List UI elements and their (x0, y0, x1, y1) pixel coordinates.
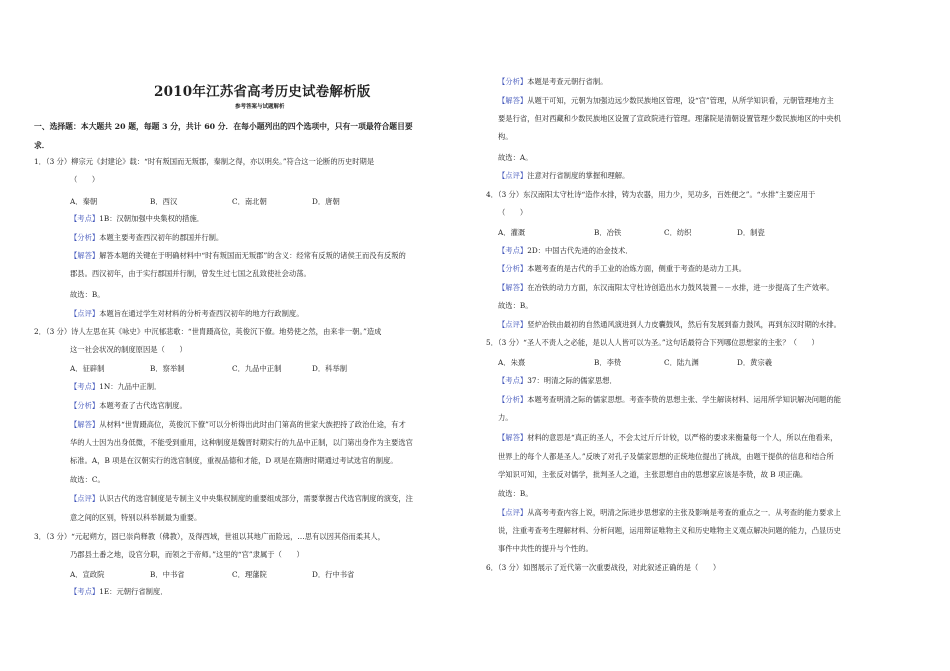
q1-dianping (70, 309, 304, 319)
q2-jieda-text: 从材料“世胄蹑高位，英俊沉下僚”可以分析得出此时由门第高的世家大族把持了政治仕途，有才 (99, 420, 406, 429)
q2-fenxi-text: 本题考查了古代选官制度。 (99, 401, 187, 410)
q4-fenxi-text: 本题考查的是古代的手工业的冶炼方面，侧重于考查的是动力工具。 (527, 264, 747, 273)
jieda-tag: 【解答】 (498, 283, 528, 292)
q5-jieda-cont2: 学知识可知，主张反对儒学，批判圣人之道，主张思想自由的思想家应该是李贽，故 B 项正确。 (498, 470, 808, 479)
page-subtitle: 参考答案与试题解析 (235, 104, 285, 110)
q1-option-c: C．南北朝 (232, 197, 267, 206)
q5-fenxi (498, 395, 841, 405)
fenxi-tag: 【分析】 (498, 395, 528, 404)
q2-dianping-text: 认识古代的选官制度是专制主义中央集权制度的重要组成部分，需要掌握古代选官制度的演变，注 (99, 494, 413, 503)
q3-option-d: D．行中书省 (312, 570, 355, 579)
q5-answer: 故选：B。 (498, 489, 533, 498)
q5-kaodian (498, 376, 617, 386)
q3-jieda-cont1: 要是行省，但对西藏和少数民族地区设置了宣政院进行管理。理藩院是清朝设置管理少数民族地区的中央机 (498, 114, 841, 123)
q5-stem: 5．（3 分）“圣人不责人之必能，是以人人皆可以为圣。”这句话最符合下列哪位思想家的主张？（ ） (486, 338, 819, 347)
q3-kaodian (70, 587, 168, 597)
q1-kaodian (70, 214, 204, 224)
kaodian-tag: 【考点】 (70, 382, 100, 391)
q1-dianping-text: 本题旨在通过学生对材料的分析考查西汉初年的地方行政制度。 (99, 309, 304, 318)
q4-answer: 故选：B。 (498, 301, 533, 310)
jieda-tag: 【解答】 (70, 251, 100, 260)
q2-jieda-cont2: 标准。A，B 项是在汉朝实行的选官制度，重视品德和才能，D 项是在隋唐时期通过考试选官的制度。 (70, 456, 398, 465)
q3-option-c: C．理藩院 (232, 570, 267, 579)
q4-dianping (498, 320, 841, 330)
q2-fenxi (70, 401, 187, 411)
q3-kaodian-text: 1E：元朝行省制度． (99, 587, 168, 596)
q2-option-b: B．察举制 (150, 364, 185, 373)
dianping-tag: 【点评】 (498, 508, 528, 517)
page-title: 2010年江苏省高考历史试卷解析版 (154, 84, 371, 100)
q5-jieda-text: 材料的意思是“真正的圣人，不会太过斤斤计较，以严格的要求来衡量每一个人，所以在他看来， (527, 433, 838, 442)
q3-dianping-text: 注意对行省制度的掌握和理解。 (527, 171, 630, 180)
q1-answer: 故选：B。 (70, 290, 105, 299)
q2-dianping-cont: 意之间的区别，特别以科举制最为重要。 (70, 513, 202, 522)
q5-jieda (498, 433, 837, 443)
q1-option-a: A．秦朝 (70, 197, 98, 206)
q4-stem-cont: （ ） (498, 208, 528, 217)
q3-jieda-cont2: 构。 (498, 132, 513, 141)
fenxi-tag: 【分析】 (498, 77, 528, 86)
q3-fenxi-text: 本题是考查元朝行省制。 (527, 77, 608, 86)
q2-option-d: D．科举制 (312, 364, 348, 373)
q3-answer: 故选：A。 (498, 153, 533, 162)
q2-option-a: A．征辟制 (70, 364, 105, 373)
q1-fenxi (70, 233, 223, 243)
dianping-tag: 【点评】 (498, 171, 528, 180)
q1-option-b: B．西汉 (150, 197, 178, 206)
q3-stem-cont: 乃郡县土番之地，设官分职，而领之于帝师。”这里的“官”隶属于（ ） (70, 550, 304, 559)
jieda-tag: 【解答】 (70, 420, 100, 429)
q4-jieda-text: 在冶铁的动力方面，东汉南阳太守杜诗创造出水力鼓风装置－－水排，进一步提高了生产效率。 (527, 283, 834, 292)
q5-option-a: A．朱熹 (498, 358, 526, 367)
dianping-tag: 【点评】 (70, 494, 100, 503)
q5-dianping-cont1: 说，注重考查考生理解材料、分析问题，运用辩证唯物主义和历史唯物主义观点解决问题的能力，凸显历史 (498, 526, 841, 535)
q1-stem-cont: （ ） (70, 175, 100, 184)
q3-jieda (498, 96, 834, 106)
q2-dianping (70, 494, 413, 504)
q4-option-a: A．灌溉 (498, 228, 526, 237)
q5-option-c: C．陆九渊 (664, 358, 699, 367)
q3-dianping (498, 171, 629, 181)
q5-dianping-text: 从高考考查内容上说，明清之际进步思想家的主张及影响是考查的重点之一．从考查的能力要求上 (527, 508, 841, 517)
q5-dianping (498, 508, 841, 518)
q4-option-c: C．纺织 (664, 228, 692, 237)
section-heading: 一、选择题：本大题共 20 题，每题 3 分，共计 60 分．在每小题列出的四个选项中，只有一项最符合题目要 (34, 122, 413, 131)
kaodian-tag: 【考点】 (498, 246, 528, 255)
q1-option-d: D．唐朝 (312, 197, 340, 206)
q1-jieda-cont: 郡县。西汉初年，由于实行郡国并行制，曾发生过七国之乱致使社会动荡。 (70, 269, 311, 278)
q1-jieda-text: 解答本题的关键在于明确材料中“时有叛国而无叛郡”的含义：经常有反叛的诸侯王而没有反叛的 (99, 251, 406, 260)
q5-dianping-cont2: 事件中共性的提升与个性的。 (498, 544, 593, 553)
q2-kaodian-text: 1N：九品中正制． (99, 382, 162, 391)
q2-answer: 故选：C。 (70, 475, 105, 484)
q1-kaodian-text: 1B：汉朝加强中央集权的措施． (99, 214, 205, 223)
fenxi-tag: 【分析】 (70, 233, 100, 242)
q5-option-d: D．黄宗羲 (737, 358, 773, 367)
q2-kaodian (70, 382, 161, 392)
q2-jieda (70, 420, 406, 430)
q3-jieda-text: 从题干可知，元朝为加强边远少数民族地区管理，设“官”管理，从所学知识看，元朝管理地方主 (527, 96, 834, 105)
jieda-tag: 【解答】 (498, 96, 528, 105)
q4-stem: 4．（3 分）东汉南阳太守杜诗“造作水排，铸为农器，用力少，见功多，百姓便之”。“水排”主要应用于 (486, 190, 816, 199)
fenxi-tag: 【分析】 (70, 401, 100, 410)
q4-kaodian (498, 246, 633, 256)
dianping-tag: 【点评】 (70, 309, 100, 318)
q4-kaodian-text: 2D：中国古代先进的冶金技术． (527, 246, 633, 255)
q4-dianping-text: 竖炉冶铁由最初的自然通风演进到人力皮囊鼓风，然后有发展到畜力鼓风，再到东汉时期的水排。 (527, 320, 841, 329)
q3-fenxi (498, 77, 607, 87)
q1-jieda (70, 251, 406, 261)
q4-option-d: D．制瓷 (737, 228, 765, 237)
kaodian-tag: 【考点】 (70, 214, 100, 223)
q1-fenxi-text: 本题主要考查西汉初年的郡国并行制。 (99, 233, 224, 242)
section-heading-cont: 求． (34, 141, 50, 150)
dianping-tag: 【点评】 (498, 320, 528, 329)
q5-fenxi-text: 本题考查明清之际的儒家思想。考查李贽的思想主张、学生解读材料、运用所学知识解决问题的能 (527, 395, 841, 404)
kaodian-tag: 【考点】 (70, 587, 100, 596)
fenxi-tag: 【分析】 (498, 264, 528, 273)
q5-jieda-cont1: 世界上的每个人都是圣人。”反映了对孔子及儒家思想的正统地位提出了挑战，由题干提供的信息和结合所 (498, 452, 834, 461)
kaodian-tag: 【考点】 (498, 376, 528, 385)
q3-option-b: B．中书省 (150, 570, 185, 579)
q4-jieda (498, 283, 834, 293)
q2-jieda-cont1: 华的人士因为出身低微，不能受到重用，这种制度是魏晋时期实行的九品中正制，以门第出身作为主要选官 (70, 438, 413, 447)
q6-stem: 6．（3 分）如图展示了近代第一次重要战役，对此叙述正确的是（ ） (486, 563, 721, 572)
q4-option-b: B．冶铁 (594, 228, 622, 237)
q3-stem: 3．（3 分）“元起朔方，固已崇尚释教（佛教），及得西域，世祖以其地广而险远，…思有以因其俗而柔其人， (34, 532, 385, 541)
q1-stem: 1．（3 分）柳宗元《封建论》载：“时有叛国而无叛郡，秦制之得，亦以明矣。”符合这一论断的历史时期是 (34, 157, 375, 166)
q4-fenxi (498, 264, 746, 274)
q5-kaodian-text: 37：明清之际的儒家思想． (527, 376, 617, 385)
q5-fenxi-cont: 力。 (498, 413, 513, 422)
q3-option-a: A．宣政院 (70, 570, 105, 579)
q2-stem: 2．（3 分）诗人左思在其《咏史》中沉郁悲歌：“世胄蹑高位，英俊沉下僚。地势使之然，由来非一朝。”造成 (34, 327, 382, 336)
q2-option-c: C．九品中正制 (232, 364, 282, 373)
q5-option-b: B．李贽 (594, 358, 622, 367)
q2-stem-cont: 这一社会状况的制度原因是（ ） (70, 345, 187, 354)
jieda-tag: 【解答】 (498, 433, 528, 442)
